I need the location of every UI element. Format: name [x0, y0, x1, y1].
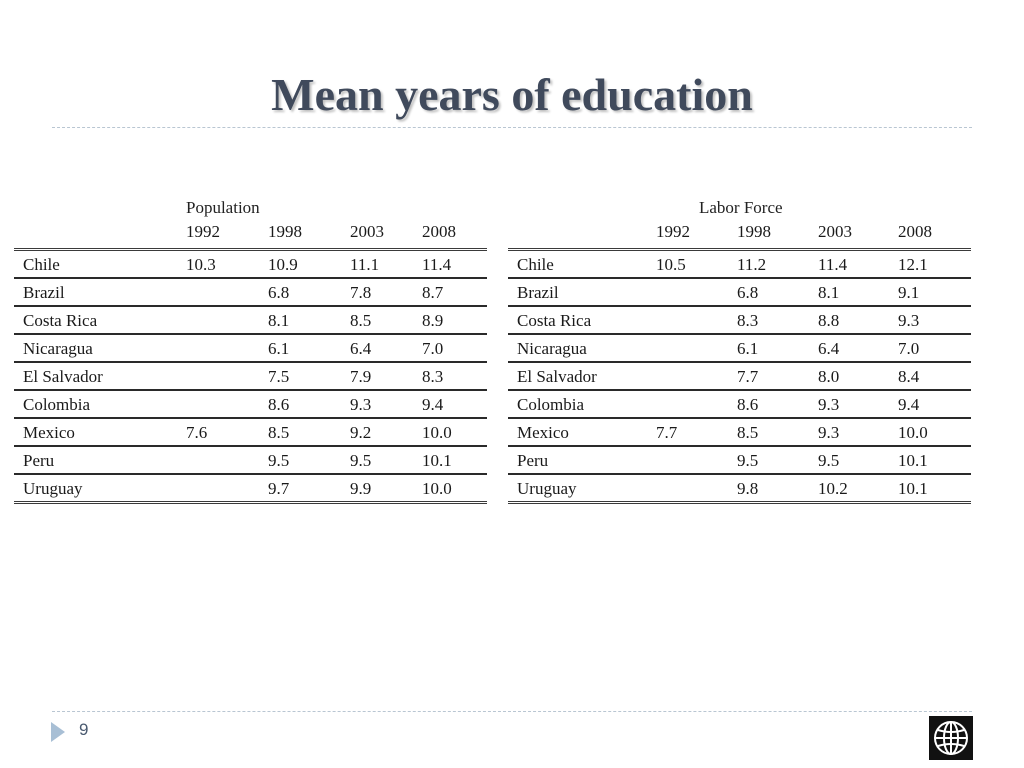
country-cell: Colombia	[508, 390, 647, 418]
value-cell: 10.3	[177, 251, 259, 278]
value-cell: 6.4	[341, 334, 413, 362]
labor-force-header	[508, 196, 971, 220]
population-year-row	[14, 220, 487, 251]
country-cell: El Salvador	[508, 362, 647, 390]
table-row	[14, 418, 487, 446]
value-cell	[177, 390, 259, 418]
country-cell: Mexico	[508, 418, 647, 446]
year-header: 1992	[186, 222, 220, 241]
value-cell: 9.4	[889, 390, 971, 418]
value-cell: 6.4	[809, 334, 889, 362]
value-cell	[647, 446, 728, 474]
value-cell: 8.1	[259, 306, 341, 334]
table-row	[14, 446, 487, 474]
value-cell: 9.3	[809, 418, 889, 446]
labor-force-year-row	[508, 220, 971, 251]
value-cell: 9.8	[728, 474, 809, 503]
value-cell	[647, 362, 728, 390]
country-cell: Chile	[508, 251, 647, 278]
triangle-bullet-icon	[51, 722, 65, 742]
value-cell	[647, 306, 728, 334]
value-cell: 9.5	[341, 446, 413, 474]
value-cell: 8.4	[889, 362, 971, 390]
value-cell: 7.9	[341, 362, 413, 390]
table-row	[14, 474, 487, 503]
value-cell	[177, 278, 259, 306]
country-cell: Uruguay	[508, 474, 647, 503]
value-cell: 8.5	[728, 418, 809, 446]
value-cell: 10.1	[413, 446, 487, 474]
value-cell: 10.0	[413, 474, 487, 503]
country-cell: Uruguay	[14, 474, 177, 503]
labor-force-group-label: Labor Force	[699, 198, 783, 217]
year-header: 2003	[818, 222, 852, 241]
value-cell: 8.0	[809, 362, 889, 390]
country-cell: Nicaragua	[14, 334, 177, 362]
country-cell: Costa Rica	[14, 306, 177, 334]
value-cell: 9.2	[341, 418, 413, 446]
value-cell: 10.2	[809, 474, 889, 503]
value-cell: 8.6	[259, 390, 341, 418]
value-cell: 8.5	[341, 306, 413, 334]
value-cell: 10.1	[889, 474, 971, 503]
table-row	[508, 390, 971, 418]
value-cell	[177, 474, 259, 503]
footer-divider	[52, 711, 972, 712]
value-cell: 11.1	[341, 251, 413, 278]
value-cell	[177, 362, 259, 390]
table-row	[508, 334, 971, 362]
labor-force-data-table	[508, 251, 971, 504]
value-cell: 8.3	[728, 306, 809, 334]
year-header: 1992	[656, 222, 690, 241]
value-cell	[177, 334, 259, 362]
country-cell: El Salvador	[14, 362, 177, 390]
value-cell: 6.1	[728, 334, 809, 362]
value-cell: 9.9	[341, 474, 413, 503]
title-divider	[52, 127, 972, 128]
value-cell: 12.1	[889, 251, 971, 278]
country-cell: Peru	[508, 446, 647, 474]
value-cell: 7.5	[259, 362, 341, 390]
value-cell: 10.1	[889, 446, 971, 474]
value-cell: 11.4	[413, 251, 487, 278]
value-cell: 8.5	[259, 418, 341, 446]
value-cell: 7.0	[413, 334, 487, 362]
table-row	[14, 334, 487, 362]
country-cell: Peru	[14, 446, 177, 474]
country-cell: Nicaragua	[508, 334, 647, 362]
value-cell: 11.4	[809, 251, 889, 278]
country-cell: Costa Rica	[508, 306, 647, 334]
year-header: 2003	[350, 222, 384, 241]
value-cell	[647, 334, 728, 362]
value-cell: 8.7	[413, 278, 487, 306]
country-cell: Mexico	[14, 418, 177, 446]
value-cell: 9.7	[259, 474, 341, 503]
year-header: 1998	[737, 222, 771, 241]
table-row	[14, 390, 487, 418]
value-cell	[177, 446, 259, 474]
table-row	[508, 278, 971, 306]
value-cell: 9.4	[413, 390, 487, 418]
value-cell: 9.5	[259, 446, 341, 474]
table-row	[508, 306, 971, 334]
slide-title: Mean years of education	[271, 69, 753, 120]
value-cell: 10.0	[413, 418, 487, 446]
value-cell: 9.3	[809, 390, 889, 418]
value-cell: 6.8	[728, 278, 809, 306]
country-cell: Chile	[14, 251, 177, 278]
population-data-table	[14, 251, 487, 504]
value-cell	[177, 306, 259, 334]
value-cell: 9.5	[809, 446, 889, 474]
value-cell: 7.7	[728, 362, 809, 390]
year-header: 2008	[422, 222, 456, 241]
value-cell: 10.0	[889, 418, 971, 446]
value-cell: 6.1	[259, 334, 341, 362]
table-row	[508, 474, 971, 503]
value-cell: 8.8	[809, 306, 889, 334]
value-cell: 9.5	[728, 446, 809, 474]
value-cell: 7.8	[341, 278, 413, 306]
table-row	[14, 278, 487, 306]
year-header: 1998	[268, 222, 302, 241]
value-cell: 6.8	[259, 278, 341, 306]
value-cell: 8.9	[413, 306, 487, 334]
table-row	[508, 418, 971, 446]
value-cell: 11.2	[728, 251, 809, 278]
country-cell: Colombia	[14, 390, 177, 418]
value-cell: 10.5	[647, 251, 728, 278]
value-cell: 7.7	[647, 418, 728, 446]
table-row	[14, 306, 487, 334]
population-group-label: Population	[186, 198, 260, 217]
value-cell: 9.1	[889, 278, 971, 306]
value-cell: 8.3	[413, 362, 487, 390]
value-cell	[647, 474, 728, 503]
value-cell: 9.3	[889, 306, 971, 334]
population-table	[14, 196, 487, 504]
population-header	[14, 196, 487, 220]
value-cell: 8.6	[728, 390, 809, 418]
year-header: 2008	[898, 222, 932, 241]
table-row	[14, 362, 487, 390]
page-number: 9	[79, 720, 89, 739]
table-row	[508, 251, 971, 278]
value-cell: 10.9	[259, 251, 341, 278]
table-row	[508, 362, 971, 390]
globe-logo-icon	[929, 716, 973, 760]
country-cell: Brazil	[14, 278, 177, 306]
value-cell	[647, 278, 728, 306]
table-row	[508, 446, 971, 474]
table-row	[14, 251, 487, 278]
value-cell	[647, 390, 728, 418]
value-cell: 7.0	[889, 334, 971, 362]
value-cell: 8.1	[809, 278, 889, 306]
country-cell: Brazil	[508, 278, 647, 306]
value-cell: 9.3	[341, 390, 413, 418]
value-cell: 7.6	[177, 418, 259, 446]
labor-force-table	[508, 196, 971, 504]
